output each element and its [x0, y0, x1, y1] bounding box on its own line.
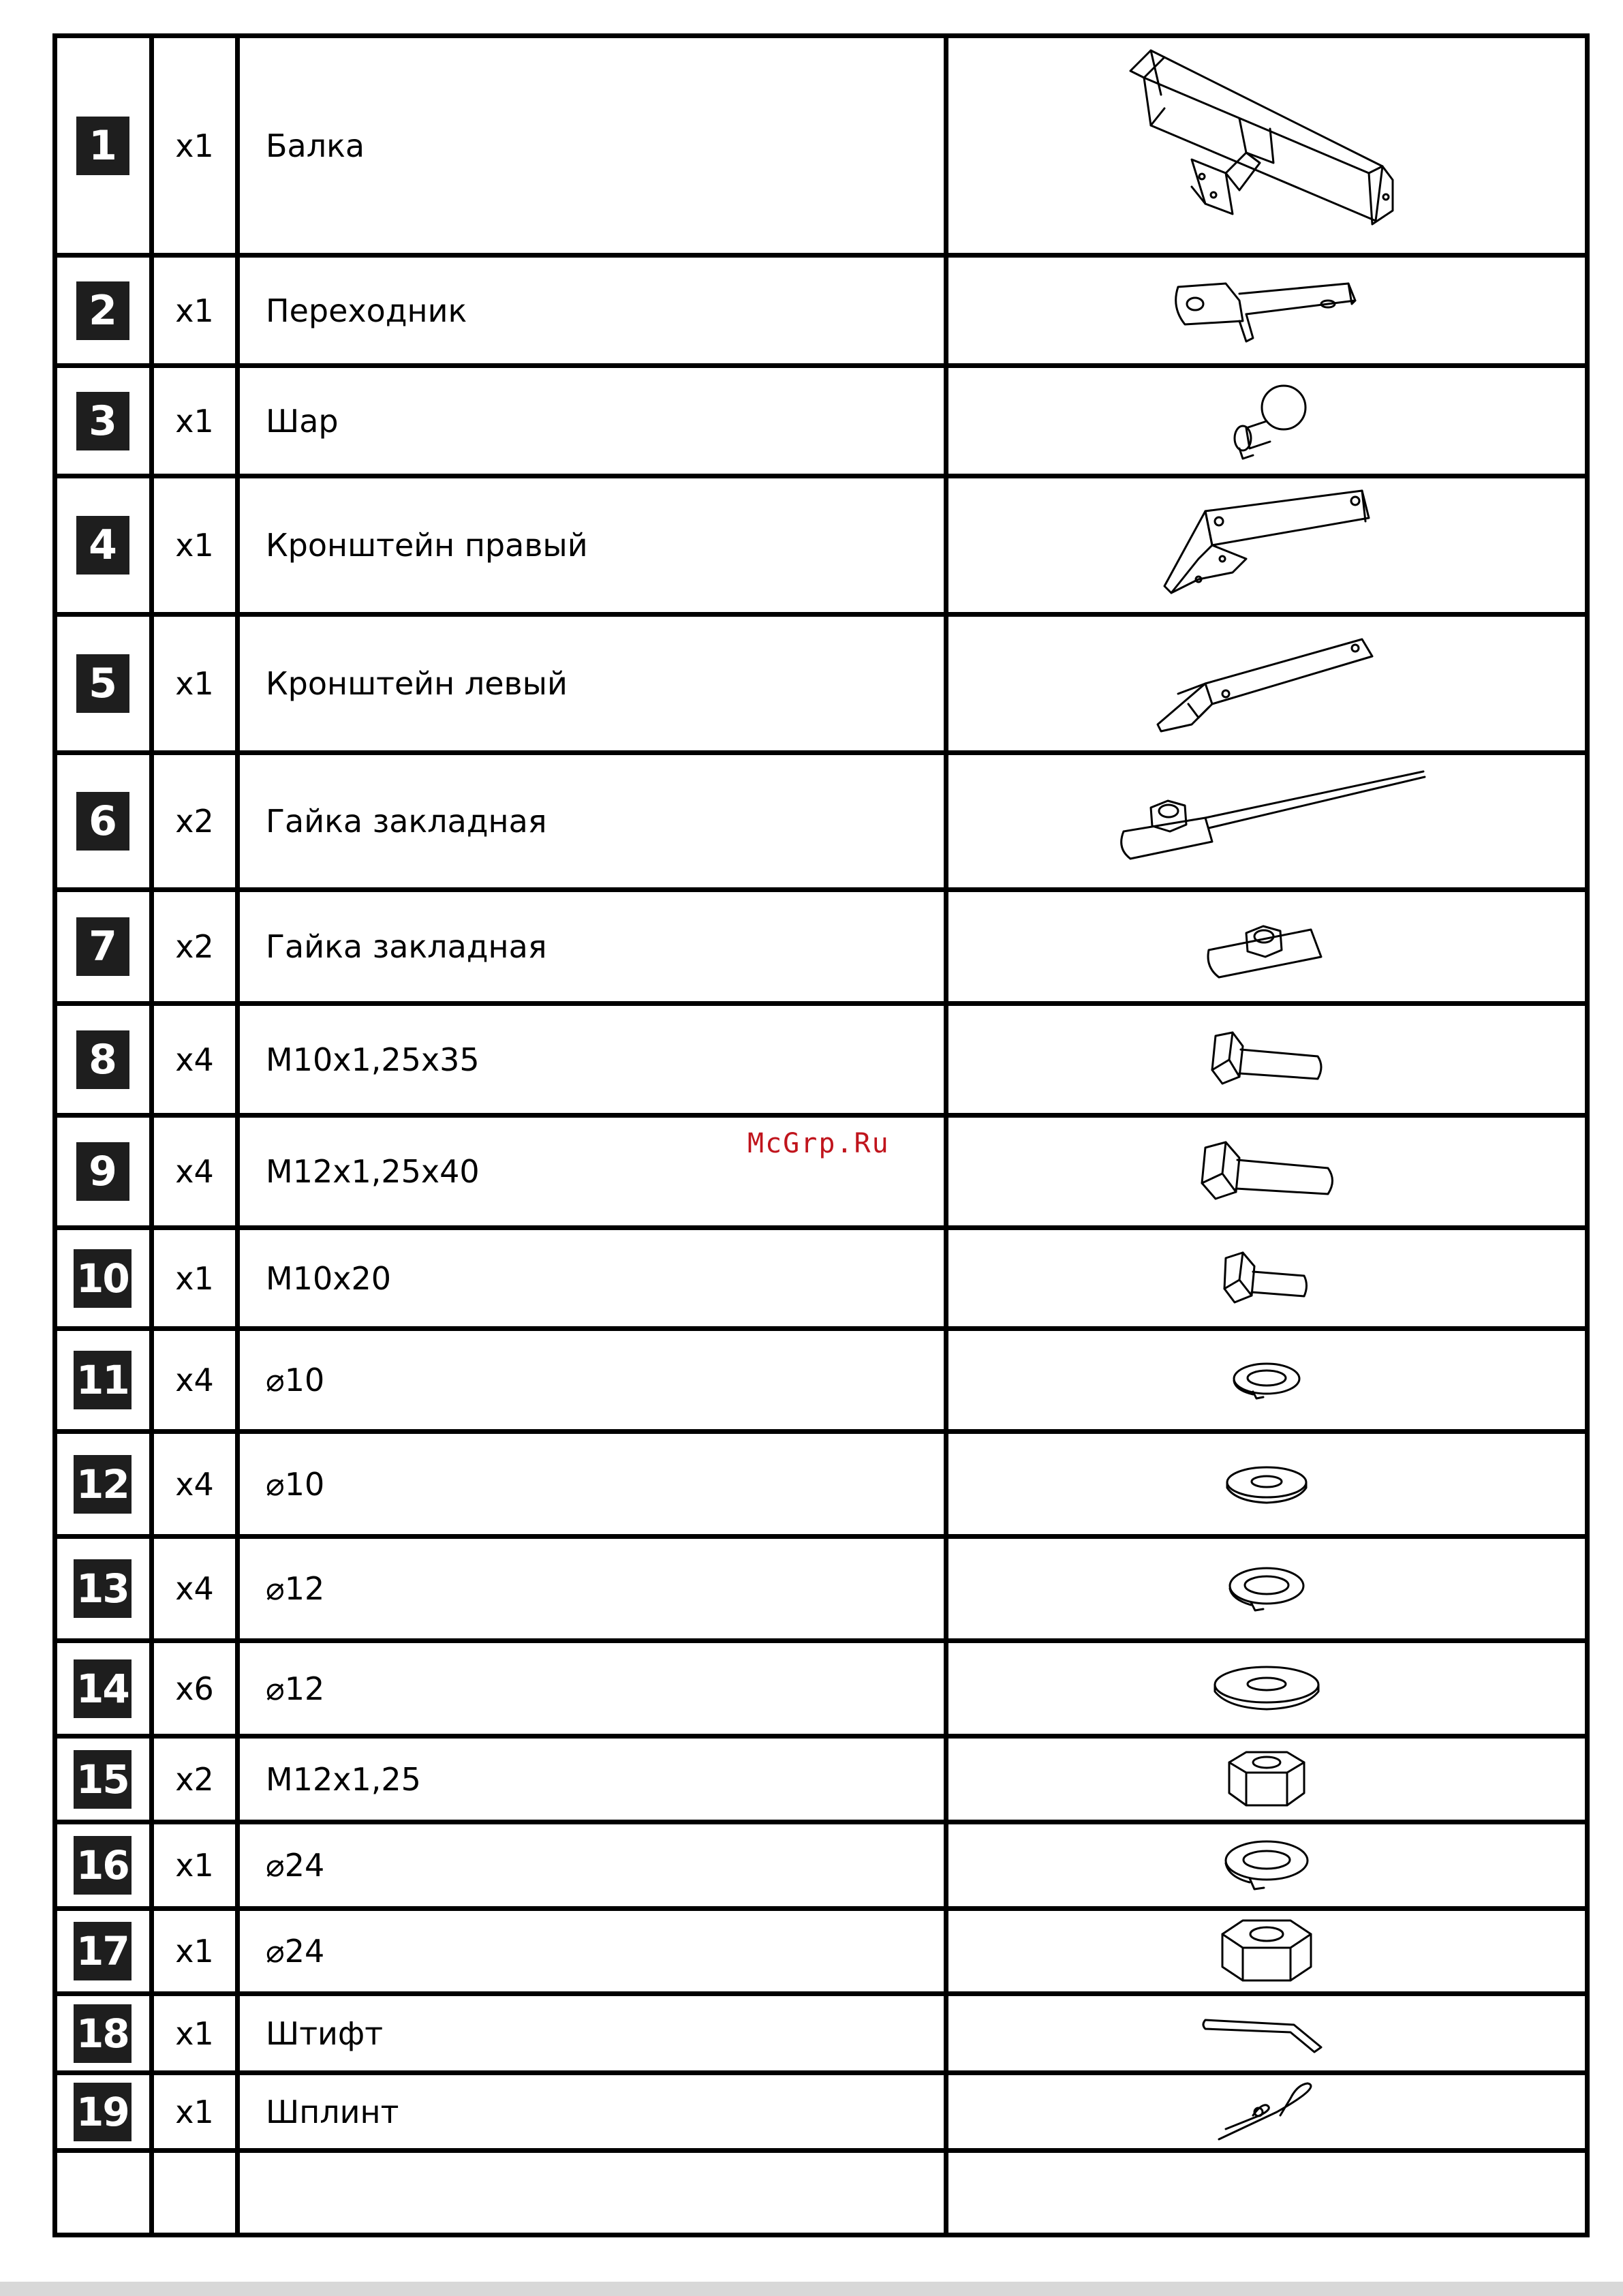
item-quantity: x2 — [152, 753, 238, 890]
flat-washer-icon — [1209, 1662, 1325, 1716]
table-row — [55, 1537, 1588, 1641]
item-number: 16 — [74, 1836, 132, 1895]
bolt-icon — [1199, 1026, 1335, 1094]
item-name: ⌀24 — [238, 1909, 946, 1994]
item-quantity: x1 — [152, 615, 238, 753]
item-number: 19 — [74, 2083, 132, 2141]
item-number: 11 — [74, 1351, 132, 1409]
item-quantity: x1 — [152, 476, 238, 615]
table-row — [55, 1736, 1588, 1822]
item-name: M10x20 — [238, 1228, 946, 1329]
item-number: 4 — [76, 516, 129, 575]
item-number: 18 — [74, 2004, 132, 2063]
watermark: McGrp.Ru — [747, 1128, 890, 1159]
item-number: 14 — [74, 1659, 132, 1718]
item-number: 8 — [76, 1030, 129, 1089]
item-number: 13 — [74, 1559, 132, 1618]
item-name: M12x1,25 — [238, 1736, 946, 1822]
item-name: ⌀10 — [238, 1329, 946, 1432]
item-quantity: x1 — [152, 2073, 238, 2151]
table-row — [55, 753, 1588, 890]
spring-washer-icon — [1219, 1835, 1314, 1896]
item-name: Балка — [238, 36, 946, 256]
item-name: ⌀24 — [238, 1822, 946, 1909]
hex-nut-icon — [1222, 1745, 1311, 1813]
table-row — [55, 256, 1588, 366]
item-name: Шар — [238, 366, 946, 476]
table-row — [55, 615, 1588, 753]
item-name: Шплинт — [238, 2073, 946, 2151]
item-number: 1 — [76, 117, 129, 175]
item-number: 15 — [74, 1750, 132, 1809]
item-number: 6 — [76, 792, 129, 851]
cage-nut-wire-icon — [1103, 763, 1430, 879]
item-quantity: x1 — [152, 1994, 238, 2073]
item-number: 2 — [76, 281, 129, 340]
item-number: 17 — [74, 1922, 132, 1980]
bolt-large-icon — [1188, 1134, 1345, 1209]
table-row — [55, 1228, 1588, 1329]
table-row — [55, 476, 1588, 615]
spring-washer-icon — [1226, 1356, 1308, 1404]
page-bottom-bar — [0, 2282, 1623, 2296]
item-name: ⌀12 — [238, 1641, 946, 1736]
hex-nut-icon — [1216, 1914, 1318, 1989]
item-name: M10x1,25x35 — [238, 1004, 946, 1116]
bracket-left-icon — [1151, 629, 1382, 738]
table-row — [55, 1329, 1588, 1432]
item-number: 10 — [74, 1249, 132, 1308]
table-row — [55, 1994, 1588, 2073]
table-row — [55, 1641, 1588, 1736]
table-row — [55, 1909, 1588, 1994]
item-quantity: x4 — [152, 1116, 238, 1228]
item-number: 12 — [74, 1455, 132, 1514]
item-name: Гайка закладная — [238, 753, 946, 890]
adapter-icon — [1164, 273, 1369, 348]
table-row — [55, 2073, 1588, 2151]
item-quantity: x1 — [152, 1909, 238, 1994]
item-quantity: x1 — [152, 366, 238, 476]
item-name: Гайка закладная — [238, 890, 946, 1004]
item-number: 5 — [76, 654, 129, 713]
tow-beam-icon — [1124, 44, 1410, 248]
flat-washer-icon — [1222, 1460, 1311, 1508]
item-quantity: x2 — [152, 890, 238, 1004]
spring-washer-icon — [1222, 1561, 1311, 1616]
item-quantity: x4 — [152, 1004, 238, 1116]
tow-ball-icon — [1212, 380, 1321, 462]
item-name: Кронштейн правый — [238, 476, 946, 615]
bolt-short-icon — [1212, 1244, 1321, 1313]
item-quantity: x1 — [152, 1822, 238, 1909]
item-name: M12x1,25x40 — [238, 1116, 946, 1228]
table-row — [55, 1004, 1588, 1116]
table-row — [55, 1432, 1588, 1537]
item-quantity: x1 — [152, 256, 238, 366]
item-name: Штифт — [238, 1994, 946, 2073]
item-number: 7 — [76, 917, 129, 976]
cage-nut-icon — [1199, 909, 1335, 984]
item-quantity: x1 — [152, 36, 238, 256]
item-name: Кронштейн левый — [238, 615, 946, 753]
item-name: ⌀10 — [238, 1432, 946, 1537]
item-name: Переходник — [238, 256, 946, 366]
table-row — [55, 366, 1588, 476]
cotter-pin-icon — [1212, 2078, 1321, 2146]
item-quantity: x4 — [152, 1329, 238, 1432]
item-number: 9 — [76, 1142, 129, 1201]
item-quantity: x1 — [152, 1228, 238, 1329]
table-row — [55, 36, 1588, 256]
pin-icon — [1199, 2010, 1335, 2057]
item-quantity: x4 — [152, 1537, 238, 1641]
item-quantity: x2 — [152, 1736, 238, 1822]
item-quantity: x6 — [152, 1641, 238, 1736]
table-row-empty — [55, 2151, 1588, 2235]
item-quantity: x4 — [152, 1432, 238, 1537]
bracket-right-icon — [1158, 484, 1376, 607]
table-row — [55, 1822, 1588, 1909]
item-number: 3 — [76, 392, 129, 450]
item-name: ⌀12 — [238, 1537, 946, 1641]
table-row — [55, 890, 1588, 1004]
